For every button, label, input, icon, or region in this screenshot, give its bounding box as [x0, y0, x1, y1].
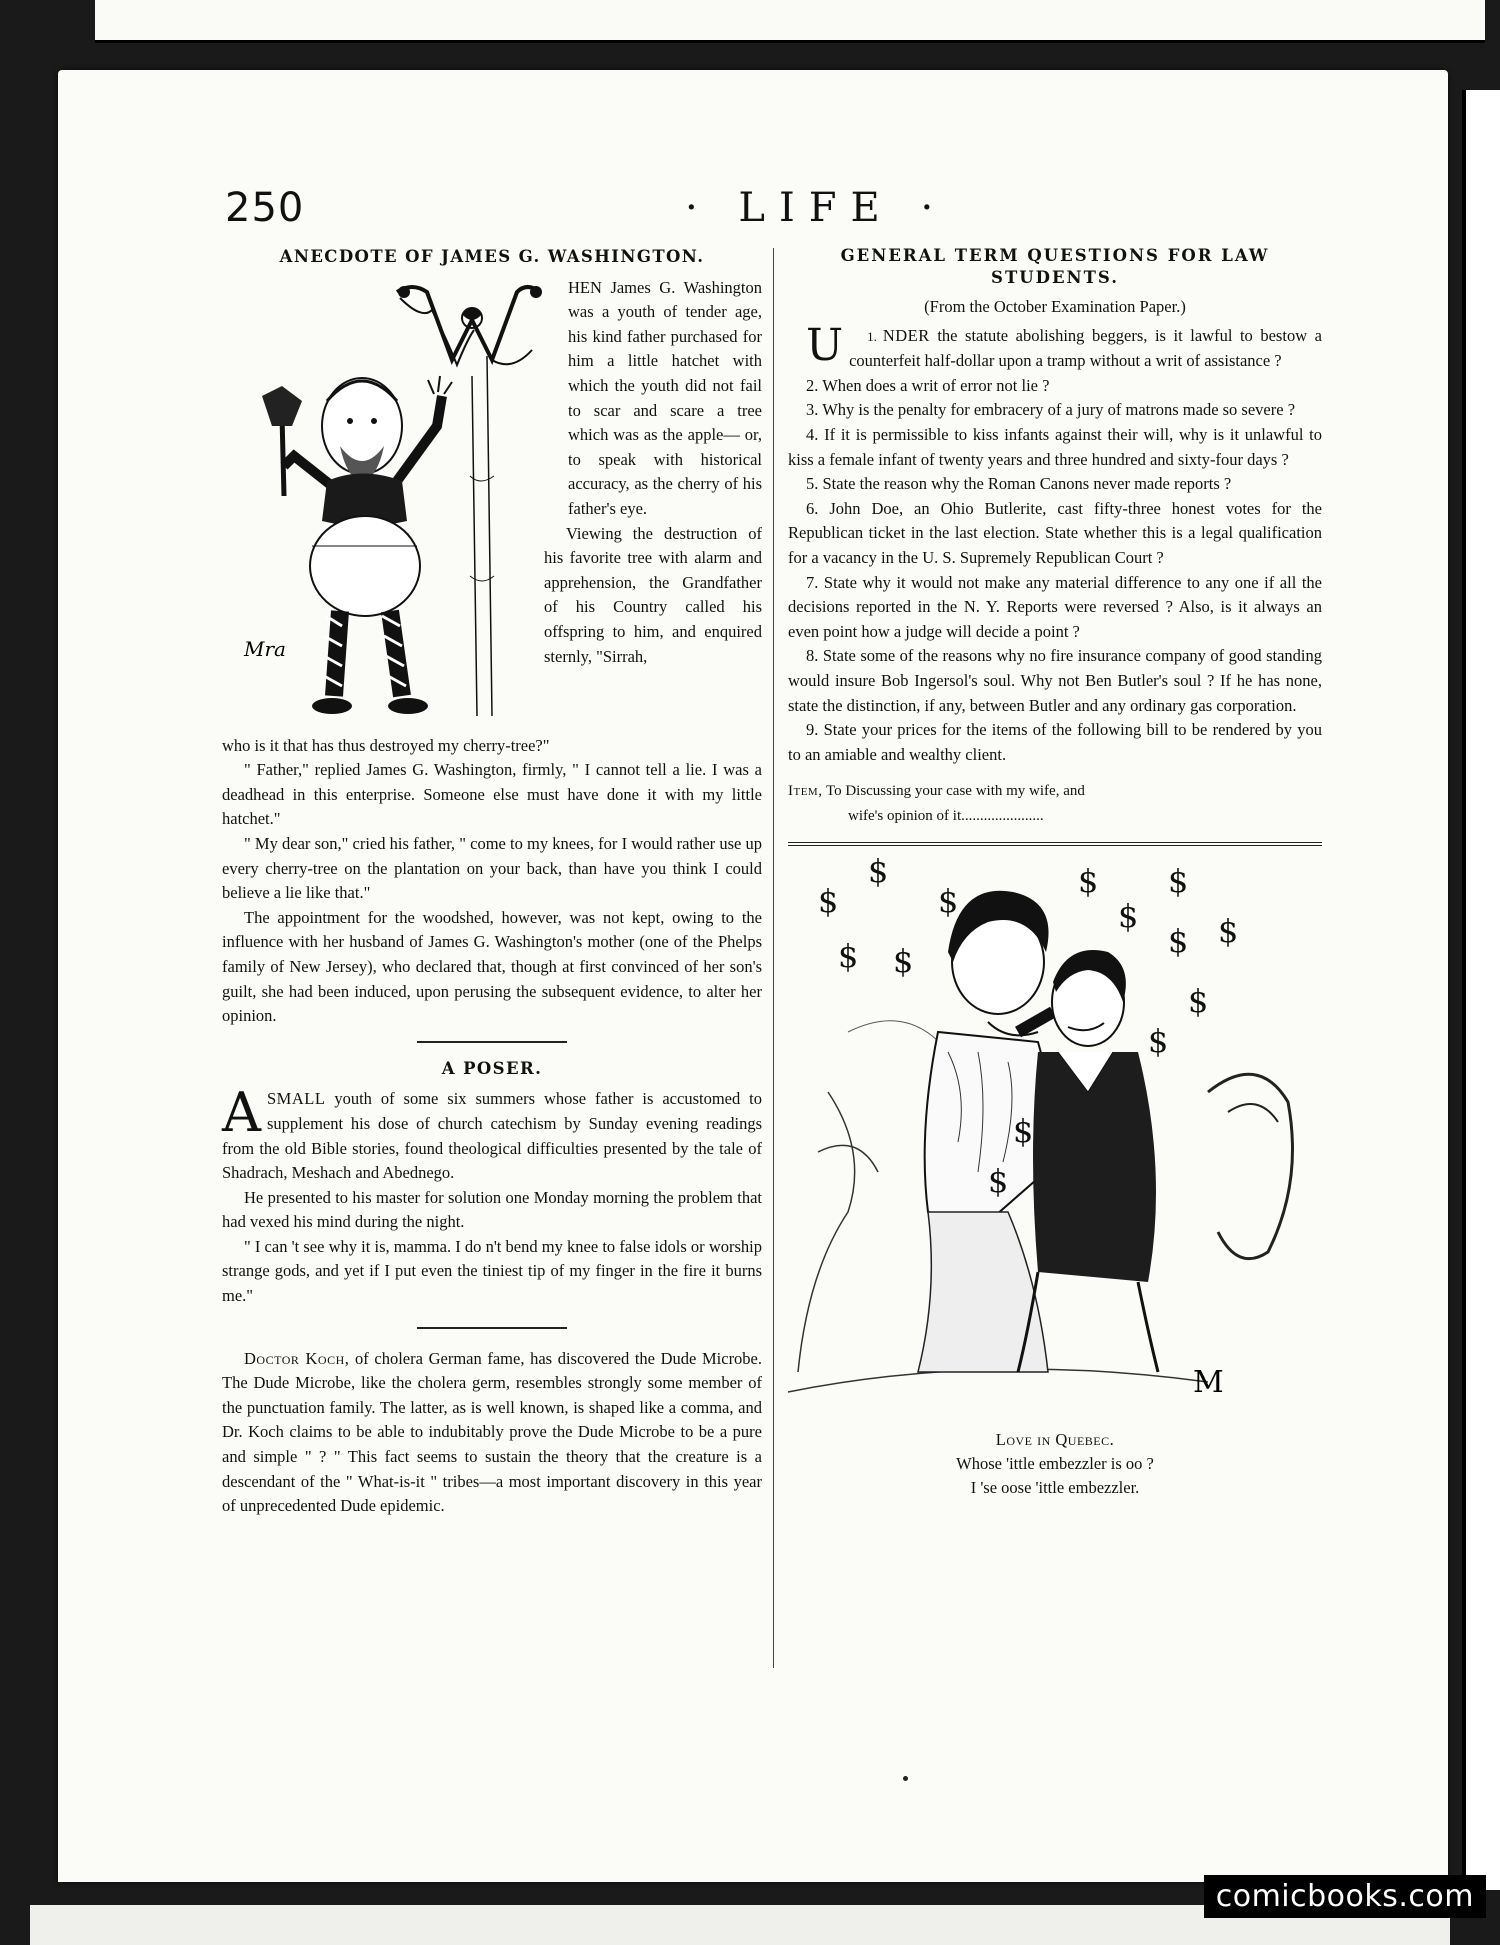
bill-item-line — [788, 779, 1322, 804]
dollar-sign-icon: $ — [868, 852, 889, 891]
anecdote-paragraph-4: " My dear son," cried his father, " come to my knees, for I would rather use up every cherry-tree on the plantation on your back, than have you think I could believe a lie like that." — [222, 833, 762, 903]
cartoon-caption-line-1: Whose 'ittle embezzler is oo ? — [956, 1454, 1154, 1474]
dollar-sign-icon: $ — [1118, 897, 1139, 936]
question-2: 2. When does a writ of error not lie ? — [806, 375, 1050, 395]
poser-paragraph-1-text: youth of some six summers whose father is accustomed to supplement his dose of church catechism by Sunday evening readings from the old Bible stories, found theological difficulties presented by the tale of Shadrach, Meshach and Abednego. — [222, 1089, 762, 1183]
question-1-caps: NDER — [882, 325, 930, 345]
dollar-sign-icon: $ — [938, 882, 959, 921]
law-questions-list — [788, 319, 1322, 768]
dollar-sign-icon: $ — [818, 882, 839, 921]
question-5: 5. State the reason why the Roman Canons never made reports ? — [806, 474, 1232, 494]
washington-caricature-illustration — [222, 276, 544, 734]
column-divider — [773, 248, 774, 1668]
bill-item-text: To Discussing your case with my wife, and — [822, 783, 1085, 800]
law-questions-subtitle: (From the October Examination Paper.) — [924, 297, 1186, 316]
dollar-sign-icon: $ — [1013, 1112, 1034, 1151]
cartoon-caption — [788, 1428, 1322, 1500]
illustrator-signature: Mra — [244, 636, 286, 661]
cartoonist-signature: M — [1193, 1365, 1224, 1401]
cartoon-caption-line-2: I 'se oose 'ittle embezzler. — [970, 1478, 1140, 1498]
anecdote-paragraph-2: Viewing the destruction of his favorite tree with alarm and apprehension, the Grandfather of his Country called his offspring to him, and enquired sternly, "Sirrah, — [544, 523, 762, 666]
question-3: 3. Why is the penalty for embracery of a jury of matrons made so severe ? — [806, 400, 1296, 420]
cartoon-caption-title: Love in Quebec. — [995, 1430, 1115, 1450]
dollar-sign-icon: $ — [1148, 1022, 1169, 1061]
left-column — [222, 245, 762, 1519]
question-6: 6. John Doe, an Ohio Butlerite, cast fifty-three honest votes for the Republican ticket in the last election. State whether this is a legal qualification for a vacancy in the U. S. Supremely Republican Court ? — [788, 498, 1322, 567]
poser-dropcap: A — [222, 1081, 261, 1145]
question-1-dropcap: U — [806, 319, 844, 371]
bill-item-label: Item, — [788, 783, 823, 800]
dollar-sign-icon: $ — [893, 942, 914, 981]
cartoon-top-rule — [788, 842, 1322, 846]
section-rule — [417, 1041, 567, 1043]
dollar-sign-icon: $ — [988, 1162, 1009, 1201]
poser-paragraph-3: " I can 't see why it is, mamma. I do n't bend my knee to false idols or worship strange gods, and yet if I put even the tiniest tip of my finger in the fire it burns me." — [222, 1236, 762, 1306]
anecdote-opening — [222, 276, 762, 734]
poser-title: A POSER. — [441, 1058, 543, 1078]
dollar-sign-icon: $ — [1218, 912, 1239, 951]
anecdote-title: ANECDOTE OF JAMES G. WASHINGTON. — [279, 247, 705, 266]
right-page-edge — [1462, 90, 1500, 1890]
love-in-quebec-cartoon — [788, 852, 1322, 1412]
page-number: 250 — [225, 185, 305, 231]
dollar-sign-icon: $ — [1078, 862, 1099, 901]
question-1 — [788, 319, 1322, 374]
question-4: 4. If it is permissible to kiss infants against their will, why is it unlawful to kiss a female infant of twenty years and three hundred and sixty-four days ? — [788, 424, 1322, 469]
question-1-number: 1. — [867, 328, 877, 344]
koch-text: of cholera German fame, has discovered the Dude Microbe. The Dude Microbe, like the cholera germ, resembles strongly some member of the punctuation family. The latter, as is well known, is shaped like a comma, and Dr. Koch claims to be able to indubitably prove the Dude Microbe to be a pure and simple " ? " This fact seems to sustain the theory that the creature is a descendant of the " What-is-it " tribes—a most important discovery in this year of unprecedented Dude epidemic. — [222, 1348, 763, 1516]
law-questions-title: GENERAL TERM QUESTIONS FOR LAW STUDENTS. — [840, 246, 1270, 287]
question-9: 9. State your prices for the items of the following bill to be rendered by you to an amiable and wealthy client. — [788, 720, 1322, 764]
previous-page-edge — [95, 0, 1485, 43]
masthead-title: · LIFE · — [685, 185, 948, 231]
dollar-sign-icon: $ — [1188, 982, 1209, 1021]
anecdote-paragraph-5: The appointment for the woodshed, however, was not kept, owing to the influence with her husband of James G. Washington's mother (one of the Phelps family of New Jersey), who declared that, though at first convinced of her son's guilt, she had been induced, upon perusing the subsequent evidence, to alter her opinion. — [222, 907, 762, 1026]
hatchet-icon — [262, 386, 302, 496]
anecdote-opening-text — [544, 276, 762, 670]
question-1-text: the statute abolishing beggers, is it lawful to bestow a counterfeit half-dollar upon a tramp without a writ of assistance ? — [849, 325, 1322, 371]
dollar-sign-icon: $ — [838, 937, 859, 976]
dollar-sign-icon: $ — [1168, 862, 1189, 901]
koch-paragraph — [222, 1347, 762, 1519]
right-column — [788, 245, 1322, 1500]
poser-lead-caps: SMALL — [267, 1089, 326, 1109]
bill-item-line-2: wife's opinion of it...................... — [848, 807, 1044, 824]
poser-paragraph-1 — [222, 1081, 762, 1185]
question-7: 7. State why it would not make any material difference to any one if all the decisions reported in the N. Y. Reports were reversed ? Also, is it always an even point how a judge will decide a point ? — [788, 572, 1322, 641]
question-8: 8. State some of the reasons why no fire insurance company of good standing would insure Bob Ingersol's soul. Why not Ben Butler's soul ? If he has none, state the distinction, if any, between Butler and any ordinary gas corporation. — [788, 646, 1322, 715]
koch-lead: Doctor Koch, — [244, 1348, 350, 1368]
watermark: comicbooks.com — [1204, 1875, 1486, 1918]
page-mark-dot — [903, 1776, 908, 1781]
decorative-w-initial — [397, 286, 542, 365]
poser-paragraph-2: He presented to his master for solution one Monday morning the problem that had vexed his mind during the night. — [222, 1187, 762, 1232]
page-header — [225, 185, 1325, 235]
anecdote-continuation: who is it that has thus destroyed my cherry-tree?" — [222, 735, 550, 755]
dollar-sign-icon: $ — [1168, 922, 1189, 961]
section-rule — [417, 1327, 567, 1329]
anecdote-paragraph-3: " Father," replied James G. Washington, firmly, " I cannot tell a lie. I was a deadhead in this enterprise. Someone else must have done it with my little hatchet." — [222, 760, 762, 829]
anecdote-paragraph-1: HEN James G. Washington was a youth of tender age, his kind father purchased for him a little hatchet with which the youth did not fail to scar and scare a tree which was as the apple— or, to speak with historical accuracy, as the cherry of his father's eye. — [568, 277, 762, 518]
